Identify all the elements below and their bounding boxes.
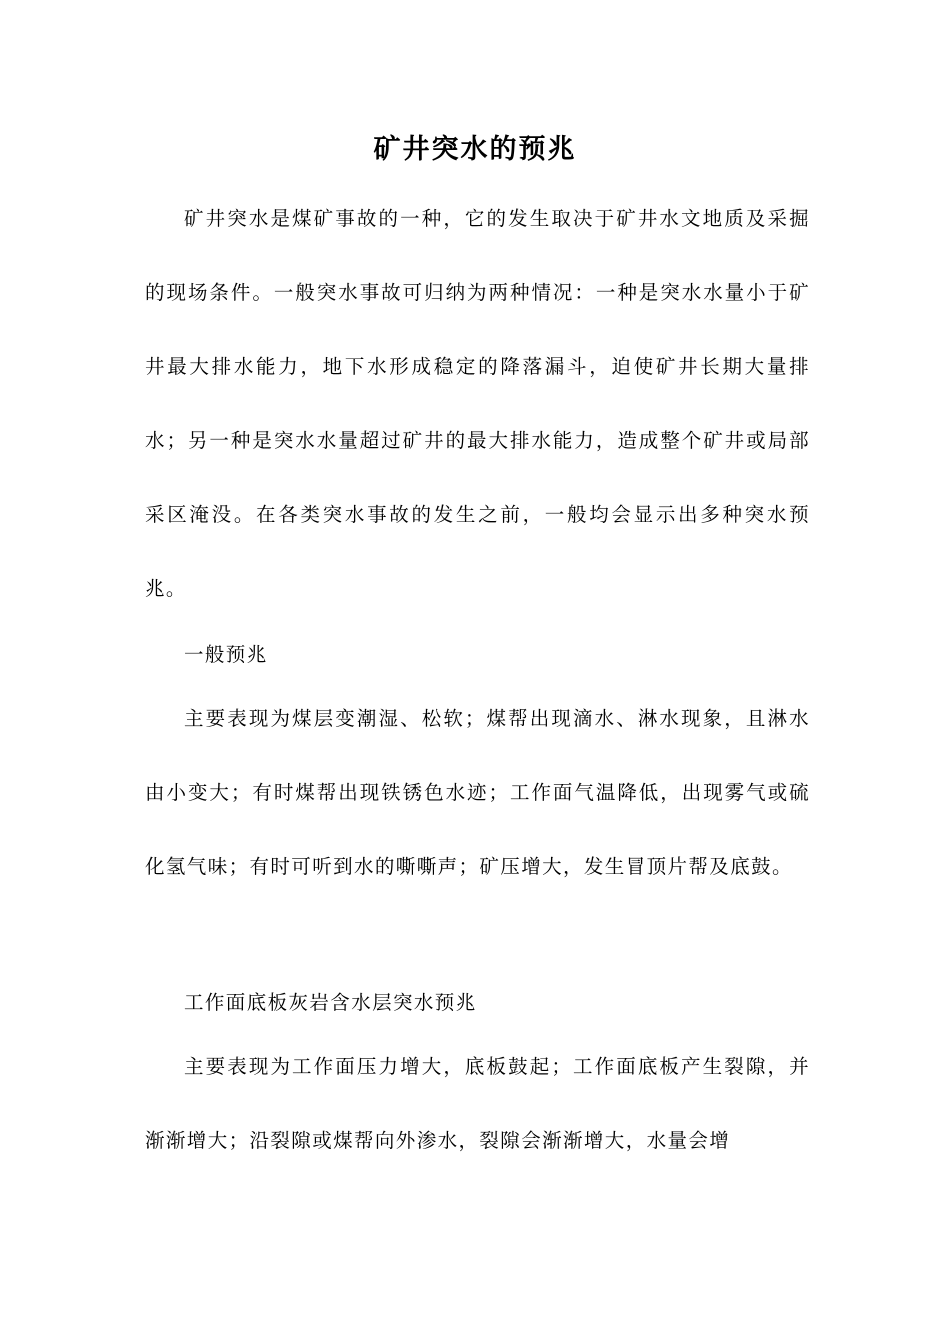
paragraph-text: 矿井突水是煤矿事故的一种，它的发生取决于矿井水文地质及采掘的现场条件。一般突水事故可归纳为两种情况：一种是突水水量小于矿井最大排水能力，地下水形成稳定的降落漏斗，迫使矿井长期大量排水；另一种是突水水量超过矿井的最大排水能力，造成整个矿井或局部采区淹没。在各类突水事故的发生之前，一般均会显示出多种突水预兆。	[145, 207, 810, 600]
intro-paragraph	[145, 182, 810, 626]
section-heading-general	[145, 640, 810, 670]
paragraph-text: 主要表现为工作面压力增大，底板鼓起；工作面底板产生裂隙，并渐渐增大；沿裂隙或煤帮向外渗水，裂隙会渐渐增大，水量会增	[145, 1055, 810, 1152]
floor-signs-paragraph	[145, 1030, 810, 1178]
heading-text: 工作面底板灰岩含水层突水预兆	[184, 991, 477, 1014]
heading-text: 一般预兆	[184, 643, 268, 666]
document-title: 矿井突水的预兆	[373, 134, 577, 165]
paragraph-text: 主要表现为煤层变潮湿、松软；煤帮出现滴水、淋水现象，且淋水由小变大；有时煤帮出现铁锈色水迹；工作面气温降低，出现雾气或硫化氢气味；有时可听到水的嘶嘶声；矿压增大，发生冒顶片帮及底鼓。	[145, 707, 810, 878]
section-heading-floor-limestone	[145, 988, 810, 1018]
general-signs-paragraph	[145, 682, 810, 904]
